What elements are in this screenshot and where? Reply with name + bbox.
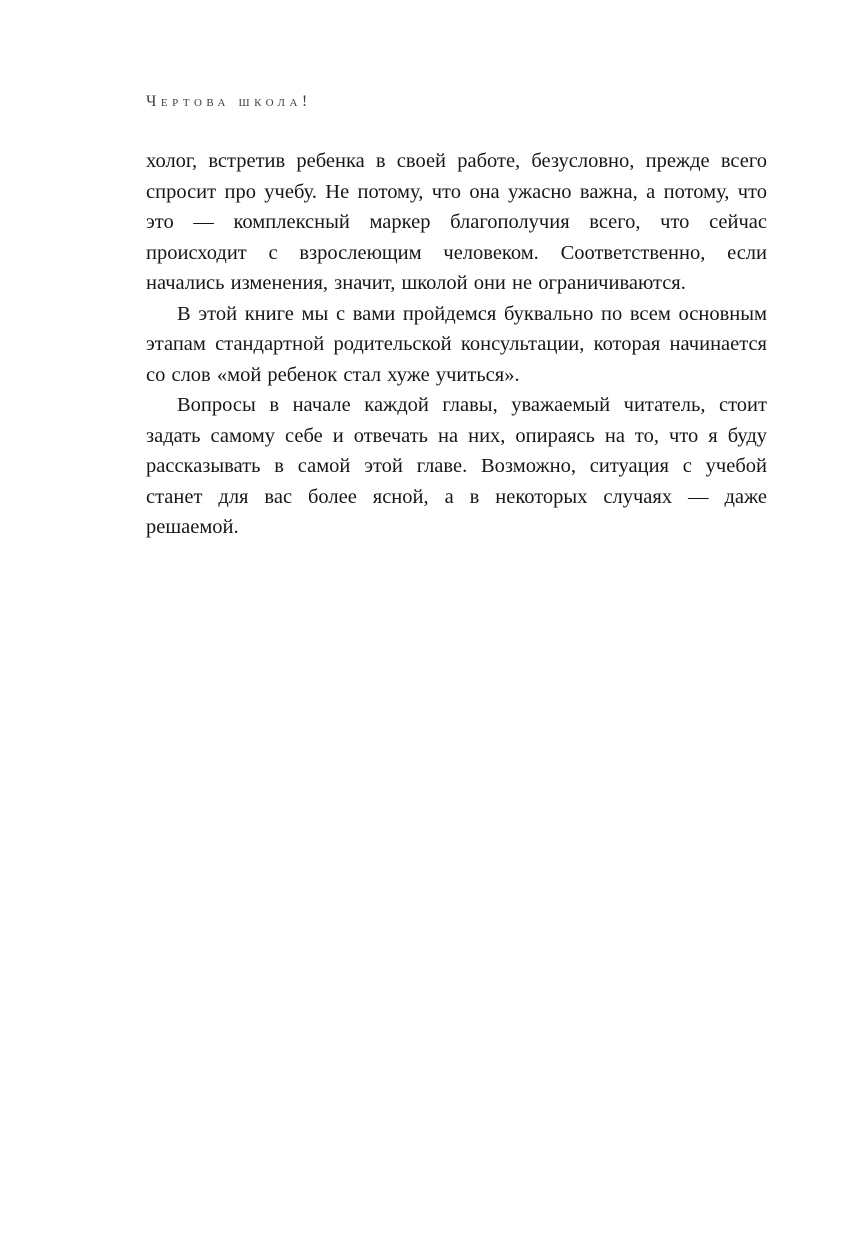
paragraph: Вопросы в начале каждой главы, уважаемый читатель, стоит задать самому себе и отвечать на них, опираясь на то, что я буду рассказывать в самой этой главе. Возможно, ситуация с учебой станет для вас более ясной, а в некоторых случаях — даже решаемой. [146, 394, 767, 538]
paragraph: холог, встретив ребенка в своей работе, безусловно, прежде всего спросит про учебу. Не потому, что она ужасно важна, а потому, что это — комплексный маркер благополучия всего, что сейчас происходит с взрослеющим человеком. Соответственно, если начались изменения, значит, школой они не ограничиваются. [146, 150, 767, 294]
running-header: Чертова школа! [146, 93, 312, 110]
paragraph: В этой книге мы с вами пройдемся буквально по всем основным этапам стандартной родительской консультации, которая начинается со слов «мой ребенок стал хуже учиться». [146, 302, 767, 386]
page-body-text [146, 146, 767, 543]
